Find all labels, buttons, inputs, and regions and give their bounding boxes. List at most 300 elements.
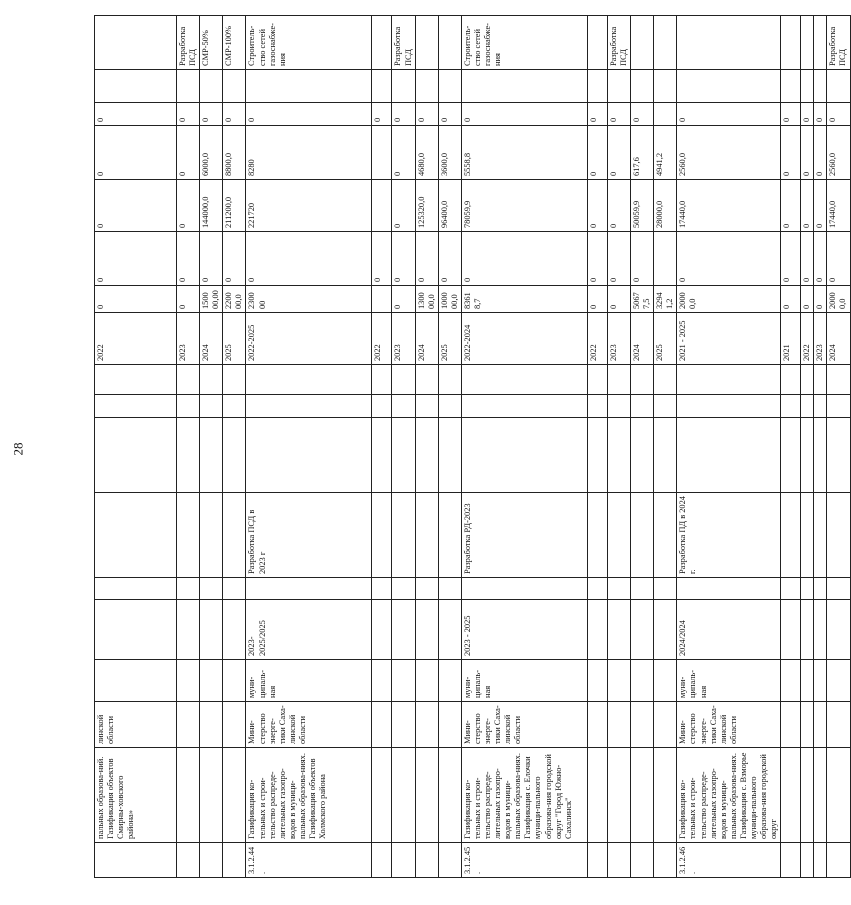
regional-cell: 221720 [246, 180, 372, 232]
name-cell [372, 748, 392, 843]
empty-cell [654, 418, 677, 493]
year-cell: 2023 [177, 313, 200, 365]
type-cell [392, 660, 415, 702]
name-cell [654, 748, 677, 843]
executor-cell [781, 702, 801, 748]
type-cell [587, 660, 607, 702]
empty-cell [415, 365, 438, 395]
federal-cell [654, 232, 677, 286]
empty-cell [461, 578, 587, 600]
type-cell [372, 660, 392, 702]
total-cell: 0 [95, 286, 177, 313]
empty-cell [223, 418, 246, 493]
note-cell: Строитель-ство сетей газоснабже-ния [461, 16, 587, 70]
extra-cell: 0 [200, 103, 223, 126]
local-cell: 4941,2 [654, 126, 677, 180]
work-cell [438, 493, 461, 578]
table-row [223, 16, 246, 878]
regional-cell: 211200,0 [223, 180, 246, 232]
empty-cell [372, 578, 392, 600]
empty-cell [438, 365, 461, 395]
name-cell [200, 748, 223, 843]
name-cell [223, 748, 246, 843]
regional-cell: 0 [587, 180, 607, 232]
work-cell: Разработка РД-2023 [461, 493, 587, 578]
empty-cell [392, 70, 415, 103]
extra-cell: 0 [677, 103, 781, 126]
empty-cell [781, 578, 801, 600]
table-row [177, 16, 200, 878]
empty-cell [177, 395, 200, 418]
empty-cell [827, 70, 850, 103]
extra-cell: 0 [587, 103, 607, 126]
note-cell: СМР-100% [223, 16, 246, 70]
type-cell [801, 660, 814, 702]
note-cell: Разработка ПСД [607, 16, 630, 70]
note-cell [677, 16, 781, 70]
note-cell [415, 16, 438, 70]
local-cell: 5558,8 [461, 126, 587, 180]
empty-cell [677, 578, 781, 600]
period-cell [607, 600, 630, 660]
number-cell: 3.1.2.46. [677, 843, 781, 878]
name-cell [392, 748, 415, 843]
local-cell: 0 [607, 126, 630, 180]
name-cell [438, 748, 461, 843]
type-cell [827, 660, 850, 702]
local-cell: 0 [392, 126, 415, 180]
local-cell: 617,6 [631, 126, 654, 180]
table-row [587, 16, 607, 878]
name-cell [781, 748, 801, 843]
federal-cell: 0 [587, 232, 607, 286]
empty-cell [814, 365, 827, 395]
total-cell: 130000,0 [415, 286, 438, 313]
work-cell [200, 493, 223, 578]
work-cell [223, 493, 246, 578]
period-cell: 2023 - 2025 [461, 600, 587, 660]
extra-cell: 0 [827, 103, 850, 126]
executor-cell [392, 702, 415, 748]
empty-cell [654, 395, 677, 418]
federal-cell: 0 [372, 232, 392, 286]
empty-cell [438, 395, 461, 418]
type-cell [607, 660, 630, 702]
rotated-document-table [94, 16, 848, 878]
federal-cell: 0 [814, 232, 827, 286]
executor-cell [177, 702, 200, 748]
empty-cell [223, 578, 246, 600]
year-cell: 2024 [827, 313, 850, 365]
extra-cell: 0 [814, 103, 827, 126]
empty-cell [781, 365, 801, 395]
empty-cell [781, 70, 801, 103]
empty-cell [677, 418, 781, 493]
regional-cell: 125320,0 [415, 180, 438, 232]
empty-cell [223, 70, 246, 103]
type-cell: муни-ципаль-ная [246, 660, 372, 702]
table-row [392, 16, 415, 878]
total-cell: 0 [587, 286, 607, 313]
federal-cell: 0 [223, 232, 246, 286]
executor-cell [372, 702, 392, 748]
note-cell [95, 16, 177, 70]
extra-cell: 0 [415, 103, 438, 126]
year-cell: 2024 [631, 313, 654, 365]
empty-cell [607, 418, 630, 493]
local-cell: 0 [814, 126, 827, 180]
empty-cell [392, 395, 415, 418]
year-cell: 2022 [95, 313, 177, 365]
executor-cell [438, 702, 461, 748]
work-cell [587, 493, 607, 578]
table-row [372, 16, 392, 878]
total-cell: 0 [814, 286, 827, 313]
empty-cell [607, 395, 630, 418]
federal-cell: 0 [677, 232, 781, 286]
empty-cell [461, 395, 587, 418]
year-cell: 2021 [781, 313, 801, 365]
empty-cell [801, 70, 814, 103]
period-cell [177, 600, 200, 660]
local-cell: 3600,0 [438, 126, 461, 180]
executor-cell: Мини-стерство энерге-тики Саха-линской области [246, 702, 372, 748]
empty-cell [677, 395, 781, 418]
note-cell: СМР-50% [200, 16, 223, 70]
table-row [654, 16, 677, 878]
empty-cell [801, 395, 814, 418]
table-row [246, 16, 372, 878]
empty-cell [814, 578, 827, 600]
extra-cell: 0 [607, 103, 630, 126]
name-cell [177, 748, 200, 843]
extra-cell: 0 [223, 103, 246, 126]
empty-cell [814, 70, 827, 103]
note-cell [654, 16, 677, 70]
period-cell [814, 600, 827, 660]
empty-cell [461, 418, 587, 493]
name-cell [607, 748, 630, 843]
year-cell: 2023 [814, 313, 827, 365]
period-cell: 2023-2025/2025 [246, 600, 372, 660]
regional-cell: 78059,9 [461, 180, 587, 232]
year-cell: 2022-2024 [461, 313, 587, 365]
year-cell: 2023 [392, 313, 415, 365]
type-cell [631, 660, 654, 702]
empty-cell [392, 365, 415, 395]
work-cell [607, 493, 630, 578]
work-cell [654, 493, 677, 578]
work-cell [372, 493, 392, 578]
executor-cell: линской области [95, 702, 177, 748]
local-cell: 2560,0 [677, 126, 781, 180]
total-cell: 0 [781, 286, 801, 313]
name-cell [415, 748, 438, 843]
number-cell [223, 843, 246, 878]
work-cell [781, 493, 801, 578]
table-body [95, 16, 851, 878]
total-cell [372, 286, 392, 313]
period-cell [223, 600, 246, 660]
local-cell: 2560,0 [827, 126, 850, 180]
number-cell [827, 843, 850, 878]
empty-cell [177, 418, 200, 493]
note-cell: Строитель-ство сетей газоснабже-ния [246, 16, 372, 70]
empty-cell [95, 365, 177, 395]
name-cell: Газификация ко-тельных и строи-тельство распреде-лительных газопро-водов в муници-пальных образова-ниях. Газификация с. Елочки муници-пального образова-ния городской округ "Город Южно-Сахалинск" [461, 748, 587, 843]
executor-cell [801, 702, 814, 748]
empty-cell [631, 70, 654, 103]
total-cell: 220000,0 [223, 286, 246, 313]
empty-cell [372, 418, 392, 493]
table-row [801, 16, 814, 878]
table-row [827, 16, 850, 878]
executor-cell [814, 702, 827, 748]
regional-cell: 0 [801, 180, 814, 232]
executor-cell [607, 702, 630, 748]
federal-cell: 0 [246, 232, 372, 286]
empty-cell [587, 395, 607, 418]
type-cell [177, 660, 200, 702]
total-cell: 0 [801, 286, 814, 313]
empty-cell [461, 70, 587, 103]
total-cell: 100000,0 [438, 286, 461, 313]
note-cell [372, 16, 392, 70]
period-cell [200, 600, 223, 660]
empty-cell [438, 70, 461, 103]
year-cell: 2022 [372, 313, 392, 365]
empty-cell [827, 578, 850, 600]
empty-cell [246, 395, 372, 418]
page-number: 28 [10, 442, 26, 456]
name-cell: Газификация ко-тельных и строи-тельство распреде-лительных газопро-водов в муници-пальных образова-ниях. Газификация объектов Холмского района [246, 748, 372, 843]
regional-cell: 17440,0 [827, 180, 850, 232]
regional-cell [372, 180, 392, 232]
note-cell [801, 16, 814, 70]
total-cell: 0 [607, 286, 630, 313]
local-cell: 4680,0 [415, 126, 438, 180]
executor-cell [827, 702, 850, 748]
executor-cell [587, 702, 607, 748]
year-cell: 2024 [200, 313, 223, 365]
regional-cell: 17440,0 [677, 180, 781, 232]
empty-cell [654, 365, 677, 395]
empty-cell [95, 418, 177, 493]
regional-cell: 50059,9 [631, 180, 654, 232]
empty-cell [95, 395, 177, 418]
empty-cell [801, 418, 814, 493]
period-cell [372, 600, 392, 660]
number-cell [392, 843, 415, 878]
total-cell: 0 [177, 286, 200, 313]
empty-cell [223, 365, 246, 395]
local-cell: 6000,0 [200, 126, 223, 180]
empty-cell [607, 578, 630, 600]
empty-cell [246, 418, 372, 493]
number-cell [654, 843, 677, 878]
name-cell [814, 748, 827, 843]
period-cell [438, 600, 461, 660]
empty-cell [177, 578, 200, 600]
local-cell: 0 [177, 126, 200, 180]
type-cell [200, 660, 223, 702]
table-row [200, 16, 223, 878]
federal-cell: 0 [415, 232, 438, 286]
local-cell: 8280 [246, 126, 372, 180]
federal-cell: 0 [177, 232, 200, 286]
empty-cell [372, 70, 392, 103]
empty-cell [246, 578, 372, 600]
regional-cell: 144000,0 [200, 180, 223, 232]
type-cell [223, 660, 246, 702]
executor-cell [654, 702, 677, 748]
empty-cell [200, 70, 223, 103]
period-cell [392, 600, 415, 660]
total-cell: 20000,0 [677, 286, 781, 313]
extra-cell: 0 [392, 103, 415, 126]
federal-cell: 0 [461, 232, 587, 286]
year-cell: 2022 [801, 313, 814, 365]
regional-cell: 28000,0 [654, 180, 677, 232]
empty-cell [781, 418, 801, 493]
table-row [814, 16, 827, 878]
note-cell: Разработка ПСД [177, 16, 200, 70]
work-cell [631, 493, 654, 578]
empty-cell [801, 578, 814, 600]
number-cell: 3.1.2.44. [246, 843, 372, 878]
empty-cell [631, 578, 654, 600]
year-cell: 2023 [607, 313, 630, 365]
federal-cell: 0 [392, 232, 415, 286]
extra-cell: 0 [801, 103, 814, 126]
total-cell: 50677,5 [631, 286, 654, 313]
empty-cell [631, 418, 654, 493]
empty-cell [677, 365, 781, 395]
federal-cell: 0 [200, 232, 223, 286]
note-cell: Разработка ПСД [827, 16, 850, 70]
federal-cell: 0 [438, 232, 461, 286]
extra-cell: 0 [438, 103, 461, 126]
work-cell: Разработка ПД в 2024 г. [677, 493, 781, 578]
number-cell [587, 843, 607, 878]
work-cell [801, 493, 814, 578]
empty-cell [827, 395, 850, 418]
type-cell [415, 660, 438, 702]
empty-cell [781, 395, 801, 418]
regional-cell: 0 [607, 180, 630, 232]
empty-cell [223, 395, 246, 418]
name-cell: пальных образова-ний. Газификация объектов Смирны-ховского района» [95, 748, 177, 843]
empty-cell [372, 365, 392, 395]
number-cell [631, 843, 654, 878]
number-cell [200, 843, 223, 878]
federal-cell: 0 [95, 232, 177, 286]
name-cell: Газификация ко-тельных и строи-тельство распреде-лительных газопро-водов в муници-пальных образова-ниях. Газификация с. Взморье муници-пального образова-ния городской округ [677, 748, 781, 843]
number-cell [177, 843, 200, 878]
empty-cell [587, 365, 607, 395]
extra-cell: 0 [372, 103, 392, 126]
empty-cell [200, 395, 223, 418]
work-cell [814, 493, 827, 578]
work-cell [827, 493, 850, 578]
empty-cell [200, 578, 223, 600]
extra-cell: 0 [246, 103, 372, 126]
period-cell [631, 600, 654, 660]
name-cell [631, 748, 654, 843]
regional-cell: 0 [781, 180, 801, 232]
number-cell [607, 843, 630, 878]
program-table [94, 15, 851, 878]
empty-cell [95, 70, 177, 103]
empty-cell [814, 395, 827, 418]
number-cell [372, 843, 392, 878]
empty-cell [654, 578, 677, 600]
year-cell: 2025 [223, 313, 246, 365]
period-cell [654, 600, 677, 660]
note-cell [438, 16, 461, 70]
name-cell [587, 748, 607, 843]
local-cell: 0 [587, 126, 607, 180]
empty-cell [392, 418, 415, 493]
number-cell [781, 843, 801, 878]
total-cell: 83618,7 [461, 286, 587, 313]
empty-cell [461, 365, 587, 395]
note-cell [814, 16, 827, 70]
number-cell [415, 843, 438, 878]
empty-cell [372, 395, 392, 418]
federal-cell: 0 [781, 232, 801, 286]
year-cell: 2021 - 2025 [677, 313, 781, 365]
number-cell: 3.1.2.45. [461, 843, 587, 878]
empty-cell [246, 365, 372, 395]
work-cell: Разработка ПСД в 2023 г [246, 493, 372, 578]
empty-cell [654, 70, 677, 103]
note-cell [781, 16, 801, 70]
executor-cell [415, 702, 438, 748]
federal-cell: 0 [801, 232, 814, 286]
total-cell: 20000,0 [827, 286, 850, 313]
empty-cell [246, 70, 372, 103]
table-row [781, 16, 801, 878]
type-cell [781, 660, 801, 702]
local-cell: 0 [781, 126, 801, 180]
regional-cell: 0 [95, 180, 177, 232]
type-cell: муни-ципаль-ная [677, 660, 781, 702]
name-cell [801, 748, 814, 843]
total-cell: 32941,2 [654, 286, 677, 313]
empty-cell [438, 578, 461, 600]
table-row [607, 16, 630, 878]
period-cell: 2024/2024 [677, 600, 781, 660]
note-cell [587, 16, 607, 70]
period-cell [781, 600, 801, 660]
work-cell [392, 493, 415, 578]
empty-cell [587, 70, 607, 103]
year-cell: 2022 [587, 313, 607, 365]
period-cell [95, 600, 177, 660]
empty-cell [814, 418, 827, 493]
empty-cell [200, 418, 223, 493]
table-row [415, 16, 438, 878]
executor-cell [631, 702, 654, 748]
table-row [438, 16, 461, 878]
empty-cell [200, 365, 223, 395]
table-row [95, 16, 177, 878]
number-cell [95, 843, 177, 878]
federal-cell: 0 [631, 232, 654, 286]
name-cell [827, 748, 850, 843]
period-cell [415, 600, 438, 660]
